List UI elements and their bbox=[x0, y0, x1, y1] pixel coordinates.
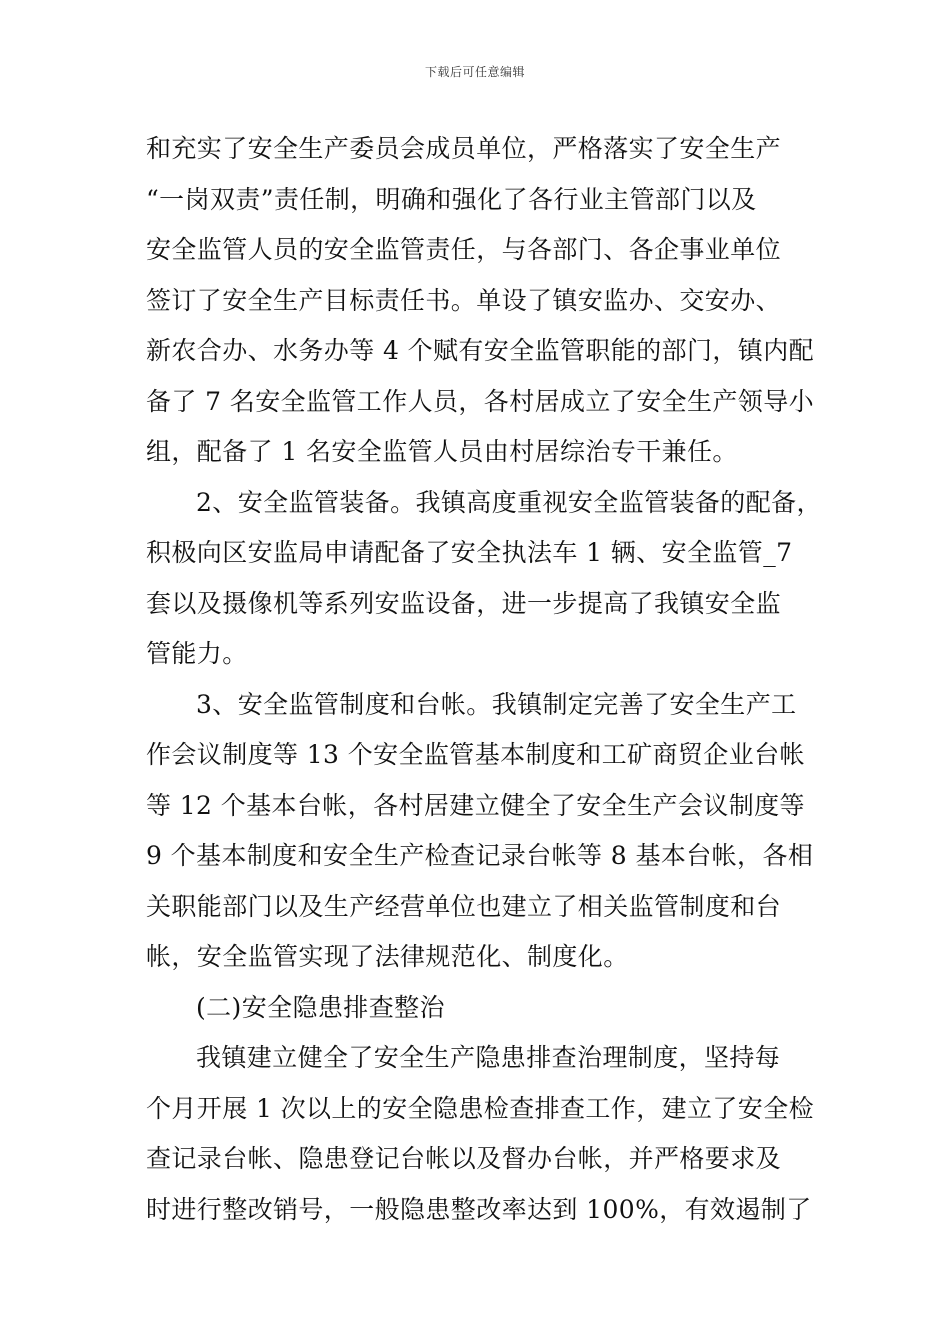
text-line: 9 个基本制度和安全生产检查记录台帐等 8 基本台帐，各相 bbox=[146, 841, 814, 870]
text-line: 我镇建立健全了安全生产隐患排查治理制度，坚持每 bbox=[196, 1043, 781, 1072]
text-line: 套以及摄像机等系列安监设备，进一步提高了我镇安全监 bbox=[146, 588, 782, 618]
text-line: 安全监管人员的安全监管责任，与各部门、各企事业单位 bbox=[146, 235, 782, 264]
text-line: 2、安全监管装备。我镇高度重视安全监管装备的配备， bbox=[196, 487, 822, 517]
text-line: (二)安全隐患排查整治 bbox=[196, 992, 445, 1022]
text-line: 作会议制度等 13 个安全监管基本制度和工矿商贸企业台帐 bbox=[146, 740, 805, 769]
text-line: 等 12 个基本台帐，各村居建立健全了安全生产会议制度等 bbox=[146, 790, 805, 820]
text-line: 关职能部门以及生产经营单位也建立了相关监管制度和台 bbox=[146, 891, 782, 921]
text-line: 时进行整改销号，一般隐患整改率达到 100%，有效遏制了 bbox=[146, 1194, 812, 1224]
text-line: 签订了安全生产目标责任书。单设了镇安监办、交安办、 bbox=[146, 285, 782, 315]
text-line: 帐，安全监管实现了法律规范化、制度化。 bbox=[146, 942, 629, 971]
text-line: 查记录台帐、隐患登记台帐以及督办台帐，并严格要求及 bbox=[146, 1144, 782, 1173]
text-line: 和充实了安全生产委员会成员单位，严格落实了安全生产 bbox=[146, 134, 782, 163]
text-line: 管能力。 bbox=[146, 639, 248, 668]
text-line: 积极向区安监局申请配备了安全执法车 1 辆、安全监管_7 bbox=[146, 538, 793, 567]
document-body bbox=[146, 124, 822, 1235]
text-line: 组，配备了 1 名安全监管人员由村居综治专干兼任。 bbox=[146, 437, 738, 466]
text-line: 新农合办、水务办等 4 个赋有安全监管职能的部门，镇内配 bbox=[146, 336, 815, 365]
text-line: 个月开展 1 次以上的安全隐患检查排查工作，建立了安全检 bbox=[146, 1093, 815, 1123]
text-line: 备了 7 名安全监管工作人员，各村居成立了安全生产领导小 bbox=[146, 386, 815, 416]
text-line: “一岗双责”责任制，明确和强化了各行业主管部门以及 bbox=[146, 184, 757, 214]
text-line: 3、安全监管制度和台帐。我镇制定完善了安全生产工 bbox=[196, 689, 797, 719]
page-header: 下载后可任意编辑 bbox=[424, 65, 525, 79]
